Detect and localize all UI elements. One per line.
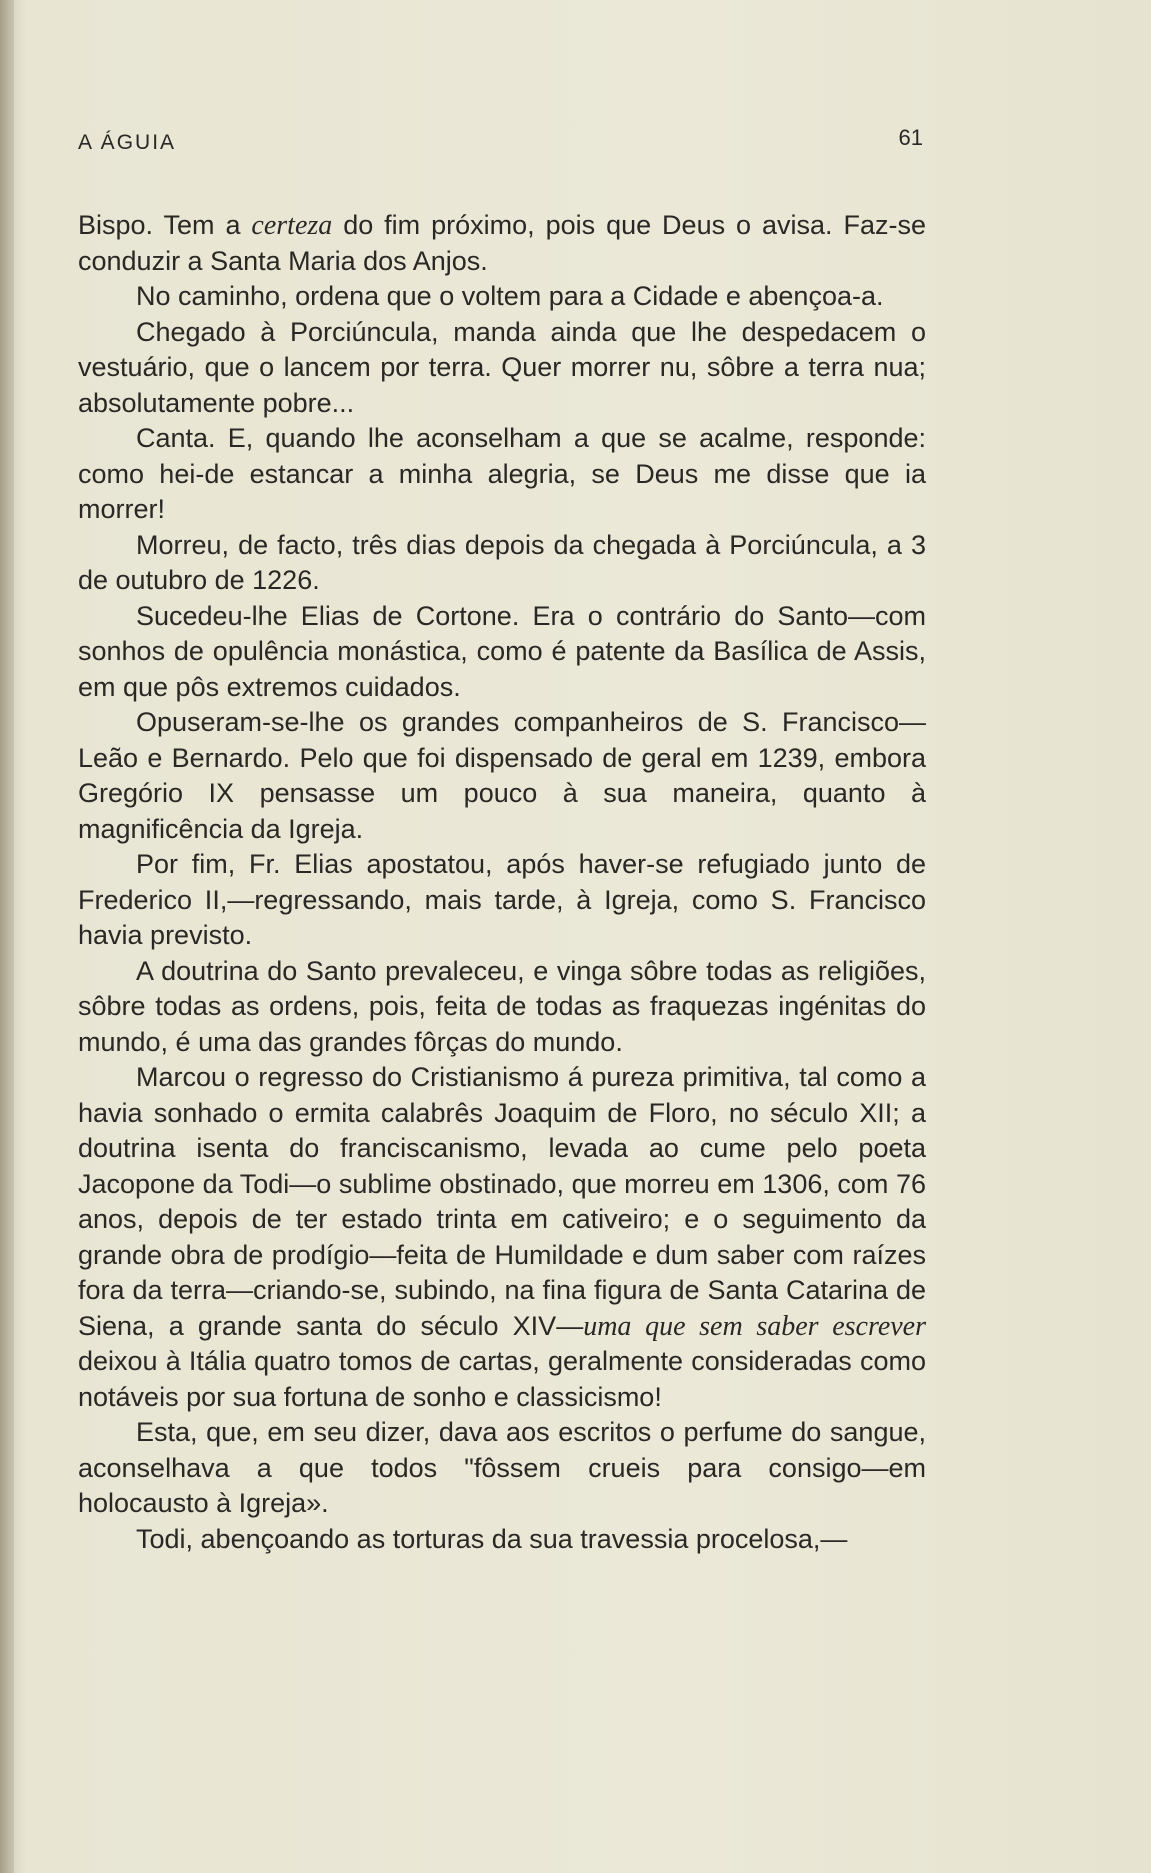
text-segment: Opuseram-se-lhe os grandes companheiros de S. Francisco—Leão e Bernardo. Pelo que foi dispensado de geral em 1239, embora Gregório IX pensasse um pouco à sua maneira, quanto à magnificência da Igreja.	[78, 707, 926, 844]
text-segment: Todi, abençoando as torturas da sua travessia procelosa,—	[136, 1523, 848, 1554]
text-segment: Bispo. Tem a	[78, 210, 252, 240]
paragraph-4	[78, 421, 926, 528]
text-segment: A doutrina do Santo prevaleceu, e vinga sôbre todas as religiões, sôbre todas as ordens, pois, feita de todas as fraquezas ingénitas do mundo, é uma das grandes fôrças do mundo.	[78, 955, 926, 1057]
paragraph-10	[78, 1060, 926, 1415]
italic-segment: uma que sem saber escrever	[583, 1310, 926, 1342]
text-segment: Por fim, Fr. Elias apostatou, após haver-se refugiado junto de Frederico II,—regressando, mais tarde, à Igreja, como S. Francisco havia previsto.	[78, 849, 926, 950]
text-segment: Chegado à Porciúncula, manda ainda que lhe despedacem o vestuário, que o lancem por terra. Quer morrer nu, sôbre a terra nua; absolutamente pobre...	[78, 316, 926, 418]
text-segment: No caminho, ordena que o voltem para a Cidade e abençoa-a.	[136, 281, 884, 311]
text-segment: Esta, que, em seu dizer, dava aos escritos o perfume do sangue, aconselhava a que todos "fôssem crueis para consigo—em holocausto à Igreja».	[78, 1417, 926, 1518]
paragraph-3	[78, 315, 926, 422]
text-segment: Canta. E, quando lhe aconselham a que se acalme, responde: como hei-de estancar a minha alegria, se Deus me disse que ia morrer!	[78, 423, 926, 524]
paragraph-12	[78, 1522, 926, 1558]
paragraph-9	[78, 954, 926, 1061]
paragraph-7	[78, 705, 926, 847]
paragraph-1	[78, 208, 926, 279]
paragraph-5	[78, 528, 926, 599]
text-segment: do fim próximo, pois que Deus o avisa. Faz-se conduzir a Santa Maria dos Anjos.	[78, 210, 926, 276]
page-spine-shadow	[0, 0, 14, 1873]
text-segment: deixou à Itália quatro tomos de cartas, geralmente consideradas como notáveis por sua fortuna de sonho e classicismo!	[78, 1346, 926, 1412]
paragraph-2	[78, 279, 926, 315]
paragraph-8	[78, 847, 926, 954]
page-number: 61	[898, 125, 923, 150]
paragraph-6	[78, 599, 926, 706]
running-head	[78, 125, 923, 165]
italic-segment: certeza	[251, 210, 333, 241]
body-text	[78, 208, 926, 1557]
journal-title: A ÁGUIA	[78, 131, 177, 154]
text-segment: Marcou o regresso do Cristianismo á pureza primitiva, tal como a havia sonhado o ermita calabrês Joaquim de Floro, no século XII; a doutrina isenta do franciscanismo, levada ao cume pelo poeta Jacopone da Todi—o sublime obstinado, que morreu em 1306, com 76 anos, depois de ter estado trinta em cativeiro; e o seguimento da grande obra de prodígio—feita de Humildade e dum saber com raízes fora da terra—criando-se, subindo, na fina figura de Santa Catarina de Siena, a grande santa do século XIV—	[78, 1062, 926, 1341]
text-segment: Sucedeu-lhe Elias de Cortone. Era o contrário do Santo—com sonhos de opulência monástica, como é patente da Basílica de Assis, em que pôs extremos cuidados.	[78, 600, 926, 702]
text-segment: Morreu, de facto, três dias depois da chegada à Porciúncula, a 3 de outubro de 1226.	[78, 529, 926, 595]
paragraph-11	[78, 1415, 926, 1522]
